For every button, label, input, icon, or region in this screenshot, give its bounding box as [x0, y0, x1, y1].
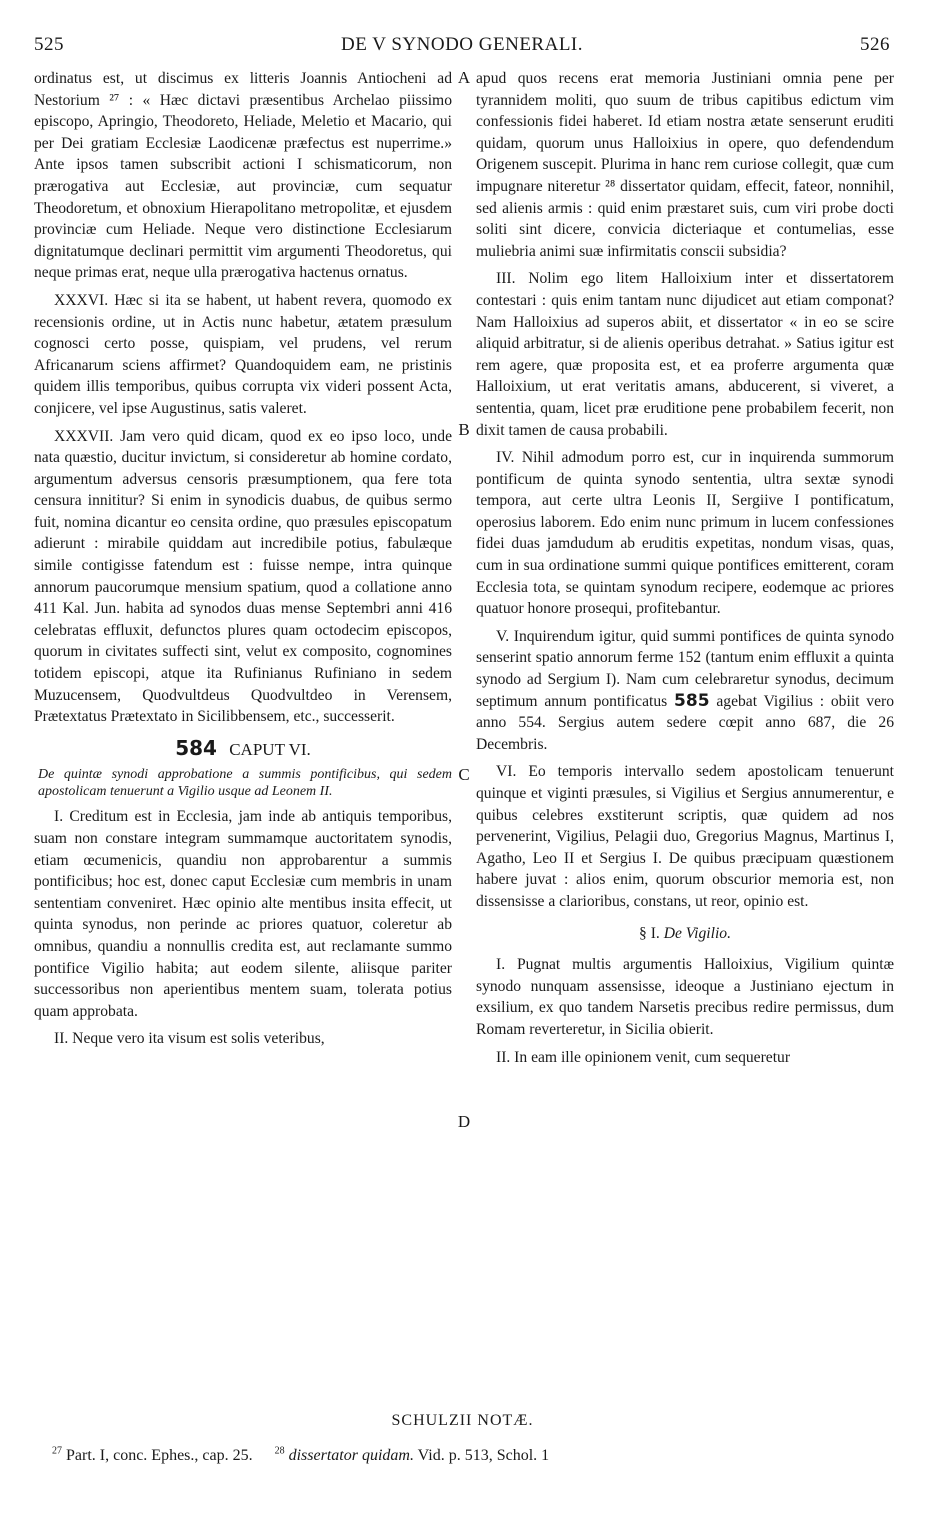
section-title: De Vigilio.	[663, 924, 731, 942]
paragraph: III. Nolim ego litem Halloixium inter et dissertatorem contestari : quis enim tantam nunc dijudicet aut etiam componat? Nam Halloixius ad superos abiit, et dissertator « in eo se scire aliquid arbitratur, si de alienis operibus detrahat. » Satius igitur est rem agere, quæ proposita est, et ea proferre argumenta quæ Halloixium, ut erat veritatis amans, abducerent, si viveret, a sententia, quam, licet præ eruditione pene probabilem fecerit, non dixit tamen de causa probabili.	[476, 270, 894, 439]
notes-title: SCHULZII NOTÆ.	[391, 1412, 534, 1429]
paragraph: I. Pugnat multis argumentis Halloixius, Vigilium quintæ synodo nunquam assensisse, ideoque a Justiniano ejectum in exsilium, ex quo tandem Narsetis precibus redire permissus, dum Romam reverteretur, in Sicilia obierit.	[476, 956, 894, 1038]
chapter-title: De quintæ synodi approbatione a summis pontificibus, qui sedem apostolicam tenuerunt a Vigilio usque ad Leonem II.	[38, 767, 452, 800]
paragraph: VI. Eo temporis intervallo sedem apostolicam tenuerunt quinque et viginti præsules, si Vigilius et Sergius annumerentur, e quibus celebres exstiterunt scriptis, quæ quidem ad nos pervenerint, Vigilius, Pelagii duo, Gregorius Magnus, Martinus I, Agatho, Leo II et Sergius I. De quibus præcipuam quæstionem habere juvat : alios enim, quorum obscurior memoria est, non dissensisse a clarioribus, constans, ut reor, opinio est.	[476, 763, 894, 910]
column-number-marker: 585	[674, 690, 710, 711]
paragraph	[476, 626, 894, 756]
footnote-28	[275, 1447, 550, 1464]
paragraph: II. Neque vero ita visum est solis veteribus,	[54, 1030, 325, 1048]
paragraph-text: V. Inquirendum igitur, quid summi pontifices de quinta synodo senserint spatio annorum ferme 152 (tantum enim effluxit a quinta synodo ad Sergium I). Nam cum celebraretur synodus, decimum septimum annum pontificatus	[476, 627, 894, 710]
paragraph-text: agebat Vigilius : obiit vero anno 554. Sergius autem sedere cœpit anno 687, die 26 Decembris.	[476, 692, 895, 753]
footnote-text: Part. I, conc. Ephes., cap. 25.	[66, 1447, 253, 1465]
page-number-right: 526	[860, 34, 890, 55]
footnote-27	[52, 1447, 253, 1464]
margin-letter-b: B	[458, 420, 470, 439]
chapter-column-number: 584	[175, 735, 217, 760]
footnote-mark: 28	[274, 1446, 285, 1457]
footnote-mark: 27	[52, 1446, 62, 1457]
paragraph: I. Creditum est in Ecclesia, jam inde ab antiquis temporibus, suam non constare integram summamque auctoritatem synodis, etiam œcumenicis, quandiu non approbarentur a summis pontificibus; hoc est, donec caput Ecclesiæ cum membris in unam sententiam conveniret. Hæc opinio alte mentibus insita effecit, ut quinta synodus, non perinde ac priores quatuor, coleretur ab omnibus, quandiu a nonnullis credita est, aut reclamante summo pontifice Vigilio habita; aut eodem silente, aliisque pariter successoribus non aperientibus mentem suam, tolerata potius quam approbata.	[34, 808, 452, 1020]
chapter-heading	[34, 735, 452, 761]
section-sign: § I.	[639, 924, 660, 942]
footnote-text: Vid. p. 513, Schol. 1	[417, 1447, 550, 1465]
footnote-italic: dissertator quidam.	[288, 1447, 414, 1465]
paragraph: XXXVII. Jam vero quid dicam, quod ex eo ipso loco, unde nata quæstio, ducitur invictum, si consideretur ab homine cordato, argumentum adversus censoris præsumptionem, qua fere tota censura innititur? Si enim in synodicis duabus, de quibus sermo fuit, nomina dicantur eo censita ordine, quo præsules episcopatum adierunt : mirabile quiddam aut incredibile potius, fabulæque simile contigisse fatendum est : fuisse nempe, intra quinque annorum paucorumque mensium spatium, quod a collatione anno 411 Kal. Jun. habita ad synodos duas mense Septembri anni 416 celebratas effluxit, defunctos plures quam octodecim episcopos, quorum in civitates suffecti sint, velut ex composito, cognomines totidem episcopi, atque ita Rufinianus Rufiniano in sedem Muzucensem, Quodvultdeus Quodvultdeo in Verensem, Prætextatus Prætextato in Sicilibbensem, etc., successerit.	[34, 427, 452, 726]
paragraph: II. In eam ille opinionem venit, cum sequeretur	[496, 1048, 791, 1066]
paragraph: apud quos recens erat memoria Justiniani omnia pene per tyrannidem moliti, quo suum de tribus capitibus edictum vim confessionis fidei haberet. Id etiam nostra ætate senserunt eruditi quidam, quorum unus Halloixius in opere, quo defendendum Origenem suscepit. Plurima in hanc rem curiose collegit, quæ cum impugnare niteretur ²⁸ dissertator quidam, effecit, fateor, nonnihil, sed alienis armis : quid enim præstaret suis, cum viri probe docti soliti sint dicere, convicia dicteriaque et contumelias, esse muliebria animi suæ infirmitatis conscii subsidia?	[476, 70, 894, 260]
paragraph: IV. Nihil admodum porro est, cur in inquirenda summorum pontificum de quinta synodo sententia, ultra sextæ synodi tempora, aut certe ultra Leonis II, Sergiive I pontificatum, operosius laborem. Edo enim nunc primum in lucem confessiones fidei duas jamdudum ab eruditis expetitas, nondum visas, quas, cum in sua ordinatione summi quique pontifices emitterent, coram Ecclesia tota, se quintam synodum recipere, eodemque ac priores quatuor honore prosequi, profitebantur.	[476, 449, 894, 618]
chapter-label: CAPUT VI.	[229, 739, 311, 759]
margin-letter-d: D	[457, 1112, 471, 1131]
page-header	[34, 34, 890, 62]
footnotes	[52, 1446, 892, 1465]
paragraph: XXXVI. Hæc si ita se habent, ut habent revera, quomodo ex recensionis ordine, ut in Actis nunc habetur, ætatem præsulum cognosci certo posse, quispiam, vel prudens, vel rerum Africanarum sciens affirmet? Quandoquidem eam, ne pristinis quidem illis temporibus, quibus corrupta vix videri possent Acta, conjicere, vel ipse Augustinus, satis valeret.	[34, 291, 452, 417]
left-column	[34, 68, 452, 1056]
running-title: DE V SYNODO GENERALI.	[340, 34, 584, 55]
section-heading	[476, 923, 894, 945]
right-column	[476, 68, 894, 1074]
paragraph: ordinatus est, ut discimus ex litteris Joannis Antiocheni ad Nestorium ²⁷ : « Hæc dictavi præsentibus Archelao piissimo episcopo, Apringio, Theodoreto, Heliade, Meletio et Macario, qui per Dei gratiam Ecclesiæ Laodicenæ præfectus est nuperrime.» Ante ipsos tamen subscribit actioni I schismaticorum, non prærogativa aut Ecclesiæ, aut provinciæ, cum sequatur Theodoretum, et obnoxium Hierapolitano metropolitæ, et ejusdem provinciæ cum Heliade. Neque vero distinctione Ecclesiarum dignitatumque declinari permittit vim argumenti Theodoretus, qui neque primas erat, neque ulla prærogativa hactenus ornatus.	[34, 70, 452, 282]
page-number-left: 525	[34, 34, 64, 55]
margin-letter-a: A	[457, 68, 471, 87]
margin-letter-c: C	[458, 765, 470, 784]
